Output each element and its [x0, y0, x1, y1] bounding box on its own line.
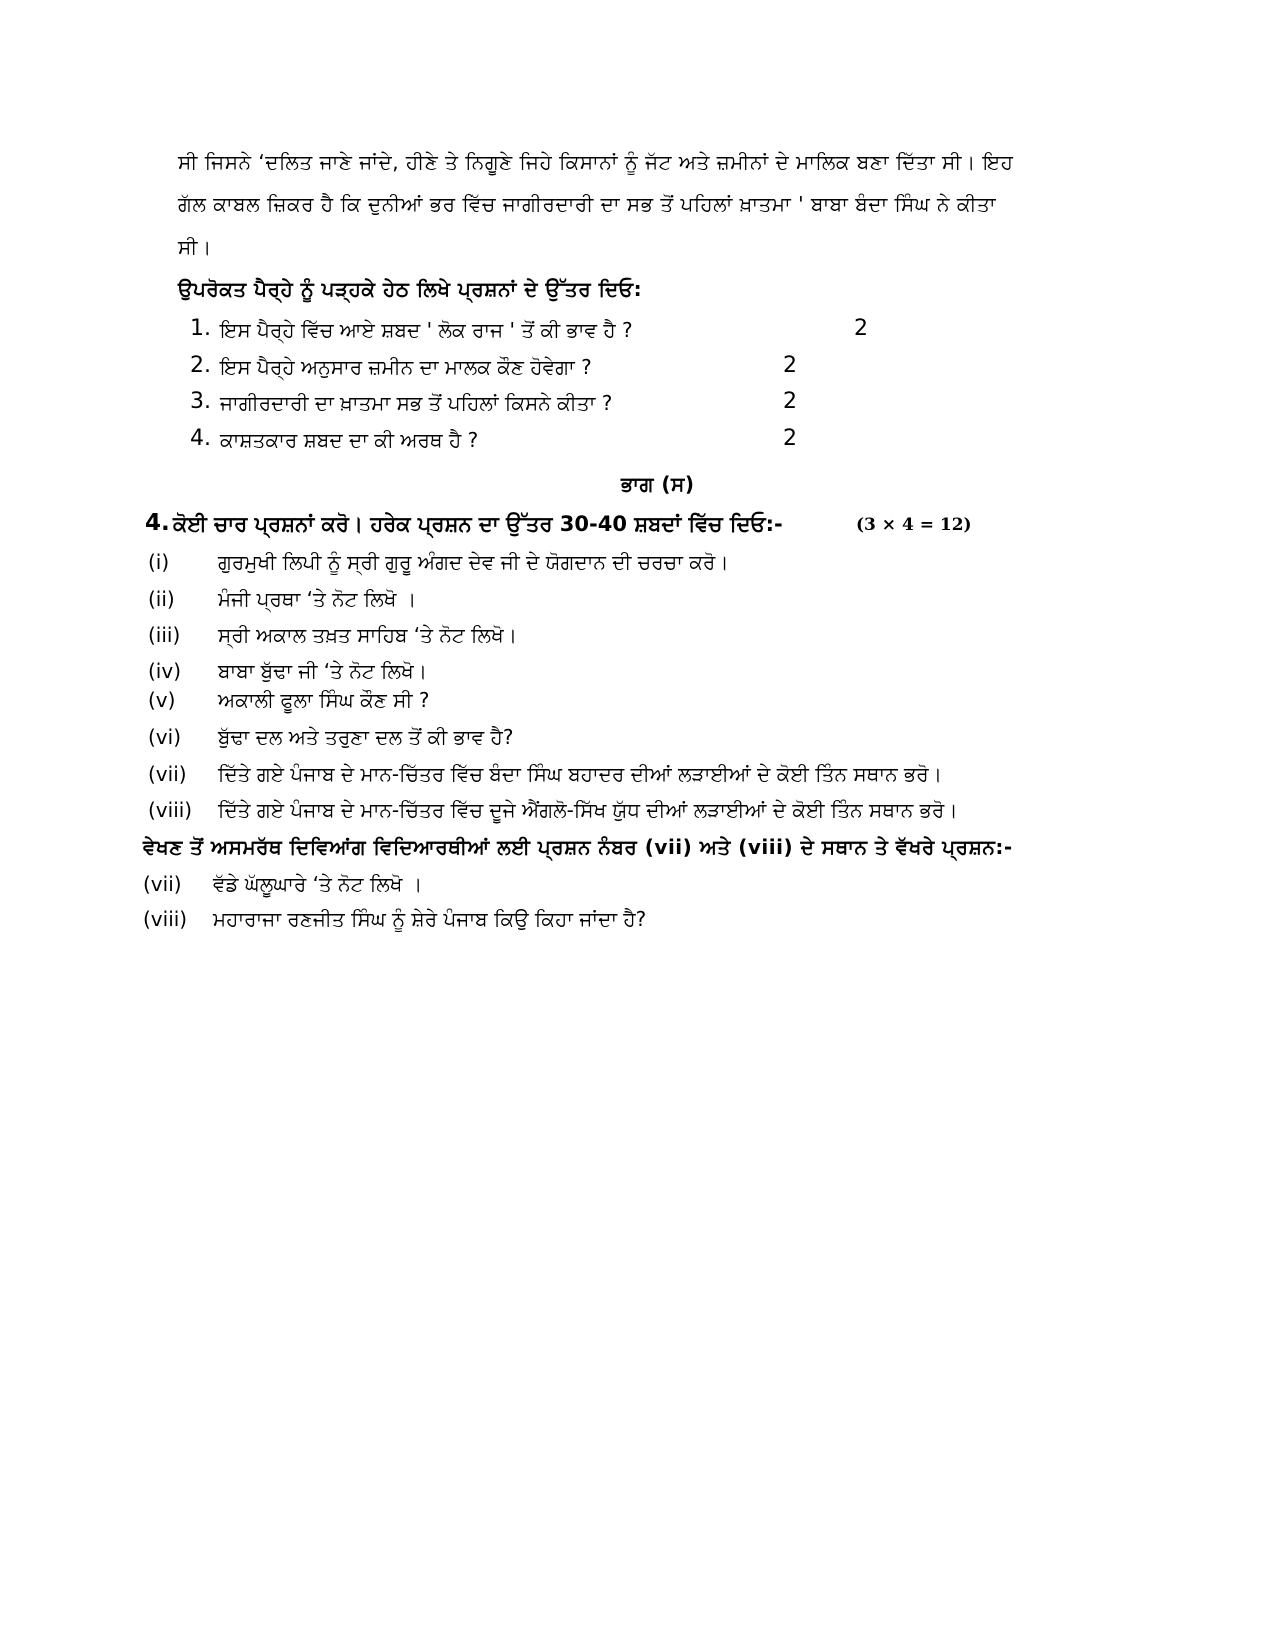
q4-item-i-label: (i) [148, 550, 170, 574]
alt-item-viii-label: (viii) [143, 907, 188, 931]
comp-q4-marks: 2 [783, 426, 797, 451]
q4-item-iii-label: (iii) [148, 623, 181, 647]
q4-item-iii-text: ਸ੍ਰੀ ਅਕਾਲ ਤਖ਼ਤ ਸਾਹਿਬ ‘ਤੇ ਨੋਟ ਲਿਖੋ। [218, 623, 518, 647]
question-4-instruction: ਕੋਈ ਚਾਰ ਪ੍ਰਸ਼ਨਾਂ ਕਰੋ। ਹਰੇਕ ਪ੍ਰਸ਼ਨ ਦਾ ਉੱਤਰ 30-40 ਸ਼ਬਦਾਂ ਵਿੱਚ ਦਿਓ:- [173, 512, 783, 536]
q4-item-i-text: ਗੁਰਮੁਖੀ ਲਿਪੀ ਨੂੰ ਸ੍ਰੀ ਗੁਰੂ ਅੰਗਦ ਦੇਵ ਜੀ ਦੇ ਯੋਗਦਾਨ ਦੀ ਚਰਚਾ ਕਰੋ। [218, 550, 729, 574]
comp-q4-number: 4. [190, 426, 211, 451]
comp-q3-number: 3. [190, 389, 211, 414]
comp-q1-marks: 2 [854, 316, 868, 341]
alt-item-vii-label: (vii) [143, 872, 182, 896]
q4-item-iv-text: ਬਾਬਾ ਬੁੱਢਾ ਜੀ ‘ਤੇ ਨੋਟ ਲਿਖੋ। [218, 659, 428, 683]
q4-item-vi-label: (vi) [148, 725, 181, 749]
comprehension-instruction: ਉਪਰੋਕਤ ਪੈਰ੍ਹੇ ਨੂੰ ਪੜ੍ਹਕੇ ਹੇਠ ਲਿਖੇ ਪ੍ਰਸ਼ਨਾਂ ਦੇ ਉੱਤਰ ਦਿਓ: [178, 277, 643, 301]
q4-item-vii-label: (vii) [148, 762, 187, 786]
question-4-number: 4. [145, 510, 170, 536]
comp-q2-marks: 2 [783, 353, 797, 378]
comp-q2-text: ਇਸ ਪੈਰ੍ਹੇ ਅਨੁਸਾਰ ਜ਼ਮੀਨ ਦਾ ਮਾਲਕ ਕੌਣ ਹੋਵੇਗਾ ? [220, 355, 592, 379]
comp-q4-text: ਕਾਸ਼ਤਕਾਰ ਸ਼ਬਦ ਦਾ ਕੀ ਅਰਥ ਹੈ ? [220, 428, 479, 452]
q4-item-v-label: (v) [148, 688, 176, 712]
q4-item-iv-label: (iv) [148, 659, 181, 683]
q4-item-viii-label: (viii) [148, 798, 193, 822]
q4-item-vii-text: ਦਿੱਤੇ ਗਏ ਪੰਜਾਬ ਦੇ ਮਾਨ-ਚਿੱਤਰ ਵਿੱਚ ਬੰਦਾ ਸਿੰਘ ਬਹਾਦਰ ਦੀਆਂ ਲੜਾਈਆਂ ਦੇ ਕੋਈ ਤਿੰਨ ਸਥਾਨ ਭਰੋ। [218, 762, 943, 786]
q4-item-vi-text: ਬੁੱਢਾ ਦਲ ਅਤੇ ਤਰੁਣਾ ਦਲ ਤੋਂ ਕੀ ਭਾਵ ਹੈ? [218, 725, 514, 749]
q4-item-ii-label: (ii) [148, 587, 175, 611]
q4-item-viii-text: ਦਿੱਤੇ ਗਏ ਪੰਜਾਬ ਦੇ ਮਾਨ-ਚਿੱਤਰ ਵਿੱਚ ਦੂਜੇ ਐਂਗਲੋ-ਸਿੱਖ ਯੁੱਧ ਦੀਆਂ ਲੜਾਈਆਂ ਦੇ ਕੋਈ ਤਿੰਨ ਸਥਾਨ ਭਰੋ। [218, 798, 958, 822]
passage-line-3: ਸੀ। [178, 235, 212, 259]
comp-q2-number: 2. [190, 353, 211, 378]
section-heading: ਭਾਗ (ਸ) [621, 472, 695, 496]
alt-item-vii-text: ਵੱਡੇ ਘੱਲੂਘਾਰੇ ‘ਤੇ ਨੋਟ ਲਿਖੋ । [213, 872, 423, 896]
q4-item-ii-text: ਮੰਜੀ ਪ੍ਰਥਾ ‘ਤੇ ਨੋਟ ਲਿਖੋ । [218, 587, 417, 611]
comp-q3-marks: 2 [783, 389, 797, 414]
passage-line-1: ਸੀ ਜਿਸਨੇ ‘ਦਲਿਤ ਜਾਣੇ ਜਾਂਦੇ, ਹੀਣੇ ਤੇ ਨਿਗੂਣੇ ਜਿਹੇ ਕਿਸਾਨਾਂ ਨੂੰ ਜੱਟ ਅਤੇ ਜ਼ਮੀਨਾਂ ਦੇ ਮਾਲਿਕ ਬਣਾ ਦਿੱਤਾ ਸੀ। ਇਹ [178, 150, 1014, 174]
alt-item-viii-text: ਮਹਾਰਾਜਾ ਰਣਜੀਤ ਸਿੰਘ ਨੂੰ ਸ਼ੇਰੇ ਪੰਜਾਬ ਕਿਉ ਕਿਹਾ ਜਾਂਦਾ ਹੈ? [213, 907, 647, 931]
comp-q1-number: 1. [190, 316, 211, 341]
question-4-marks: (3 × 4 = 12) [856, 515, 972, 535]
alternate-instruction: ਵੇਖਣ ਤੋਂ ਅਸਮਰੱਥ ਦਿਵਿਆਂਗ ਵਿਦਿਆਰਥੀਆਂ ਲਈ ਪ੍ਰਸ਼ਨ ਨੰਬਰ (vii) ਅਤੇ (viii) ਦੇ ਸਥਾਨ ਤੇ ਵੱਖਰੇ ਪ੍ਰਸ਼ਨ:- [143, 835, 1013, 859]
comp-q3-text: ਜਾਗੀਰਦਾਰੀ ਦਾ ਖ਼ਾਤਮਾ ਸਭ ਤੋਂ ਪਹਿਲਾਂ ਕਿਸਨੇ ਕੀਤਾ ? [220, 391, 613, 415]
q4-item-v-text: ਅਕਾਲੀ ਫੂਲਾ ਸਿੰਘ ਕੌਣ ਸੀ ? [218, 688, 430, 712]
comp-q1-text: ਇਸ ਪੈਰ੍ਹੇ ਵਿੱਚ ਆਏ ਸ਼ਬਦ ' ਲੋਕ ਰਾਜ ' ਤੋਂ ਕੀ ਭਾਵ ਹੈ ? [220, 318, 633, 342]
passage-line-2: ਗੱਲ ਕਾਬਲ ਜ਼ਿਕਰ ਹੈ ਕਿ ਦੁਨੀਆਂ ਭਰ ਵਿੱਚ ਜਾਗੀਰਦਾਰੀ ਦਾ ਸਭ ਤੋਂ ਪਹਿਲਾਂ ਖ਼ਾਤਮਾ ' ਬਾਬਾ ਬੰਦਾ ਸਿੰਘ ਨੇ ਕੀਤਾ [178, 192, 997, 216]
